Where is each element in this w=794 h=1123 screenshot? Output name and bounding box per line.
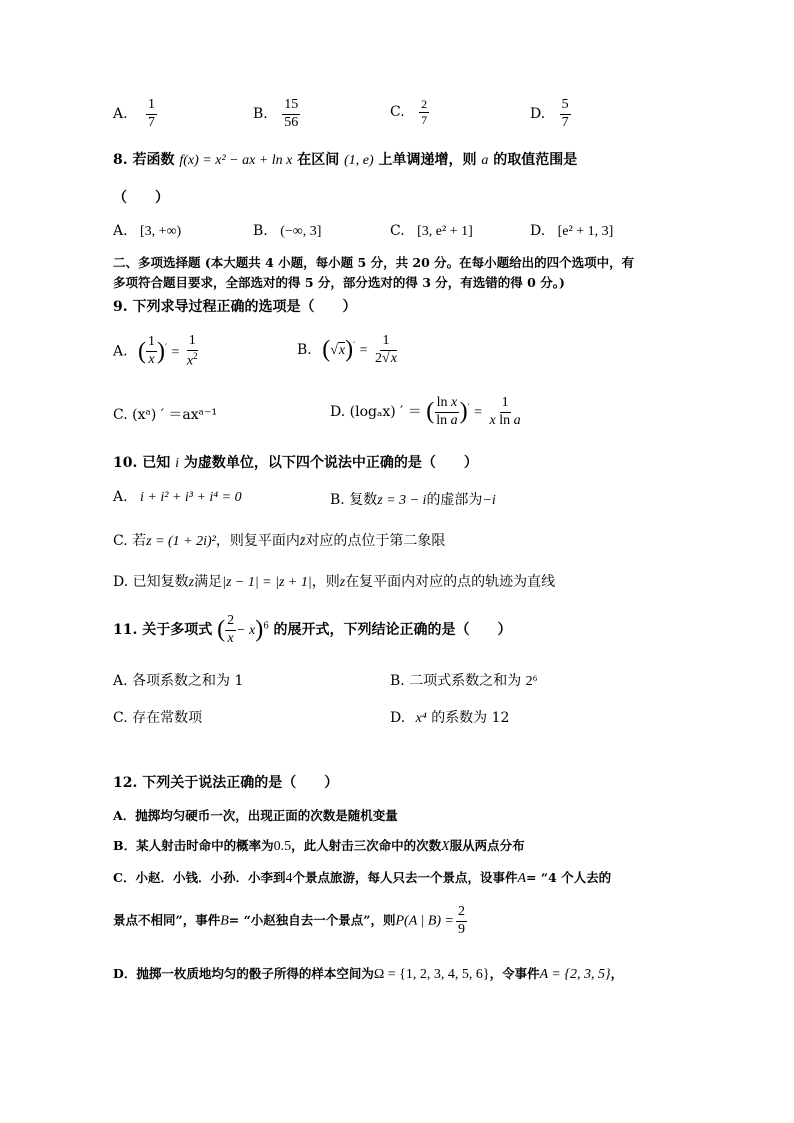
option-text: 的虚部为 xyxy=(426,492,483,508)
fraction xyxy=(456,905,467,937)
section-heading-line-1: 二、多项选择题 (本大题共 4 小题，每小题 5 分，共 20 分。在每小题给出的四个选项中，有 xyxy=(113,255,635,270)
option-d-formula: ( $\frac{\text{ln x}}{\text{ln a}}$ )′ = $\frac{1}{\text{x ln a}}$ xyxy=(426,395,521,428)
option-label: D. (logₐx) ′ ＝ xyxy=(330,404,422,421)
option-value: [e² + 1, 3] xyxy=(557,224,614,239)
q7-option-d xyxy=(530,98,573,130)
q12-option-b xyxy=(113,836,525,855)
option-value: [3, +∞) xyxy=(140,224,182,239)
option-formula: 4 xyxy=(285,871,293,886)
q10-option-b xyxy=(330,489,496,509)
q7-option-c xyxy=(390,98,431,126)
q11-option-c: C. 存在常数项 xyxy=(113,710,203,726)
denominator: 56 xyxy=(284,114,299,130)
term: − x xyxy=(236,623,256,639)
option-text: C．小赵．小钱．小孙．小李到 xyxy=(113,870,286,885)
q9-option-d xyxy=(330,396,525,428)
q12-option-c-line-2 xyxy=(113,905,469,937)
q12-option-d xyxy=(113,964,623,983)
option-text: ，此人射击三次命中的次数 xyxy=(291,838,442,853)
q9-option-b xyxy=(297,334,401,366)
numerator: 1 xyxy=(146,98,157,115)
option-label: D. xyxy=(113,574,129,590)
option-label: A. xyxy=(113,223,128,239)
q8-option-c xyxy=(390,223,473,240)
option-text: 满足 xyxy=(194,574,223,590)
option-text: D．抛掷一枚质地均匀的骰子所得的样本空间为 xyxy=(113,966,374,981)
option-label: A. xyxy=(113,343,128,360)
denominator: 7 xyxy=(561,114,569,130)
polynomial-expression: ( $\frac{2}{x}$ − x)$^6$ xyxy=(217,613,270,646)
q9-stem: 9. 下列求导过程正确的选项是（ ） xyxy=(113,299,357,315)
numerator: 2 xyxy=(421,97,428,111)
option-formula: |z − 1| = |z + 1| xyxy=(222,575,312,590)
stem-text: 若函数 xyxy=(132,152,175,168)
q10-stem xyxy=(113,452,478,472)
option-label: B. xyxy=(253,106,268,123)
option-text: 景点不相同”，事件 xyxy=(113,912,221,928)
stem-text: 的展开式，下列结论正确的是（ ） xyxy=(273,622,512,639)
option-value: (−∞, 3] xyxy=(280,224,322,239)
numerator: 15 xyxy=(282,98,300,115)
option-text: B．某人射击时命中的概率为 xyxy=(113,838,274,853)
stem-text: 10. 已知 xyxy=(113,455,171,471)
option-text: ，令事件 xyxy=(489,966,540,981)
q11-stem xyxy=(113,614,511,646)
q8-option-a xyxy=(113,223,181,240)
option-label: A. xyxy=(113,489,128,505)
option-b-formula: (√x)′ = $\frac{1}{2√x}$ xyxy=(322,333,397,366)
q12-stem: 12. 下列关于说法正确的是（ ） xyxy=(113,775,339,791)
option-text: 复数 xyxy=(349,492,378,508)
option-formula: −i xyxy=(482,493,496,508)
option-text: 在复平面内对应的点的轨迹为直线 xyxy=(345,574,556,590)
numerator: 2 xyxy=(456,905,467,922)
option-label: A. xyxy=(113,106,128,123)
q8-option-d xyxy=(530,223,613,240)
option-value: [3, e² + 1] xyxy=(417,224,473,239)
q10-option-a xyxy=(113,489,242,506)
q9-option-c: C. (xᵃ) ′ ＝axᵃ⁻¹ xyxy=(113,407,218,423)
q12-option-c-line-1 xyxy=(113,868,611,887)
option-label: B. xyxy=(297,342,312,359)
option-text: B. 二项式系数之和为 xyxy=(390,673,522,689)
q8-stem xyxy=(113,149,577,169)
fraction xyxy=(146,98,157,130)
fraction xyxy=(560,98,571,130)
option-text: = “4 个人去的 xyxy=(526,870,612,885)
option-formula: z xyxy=(188,575,195,590)
denominator: x xyxy=(227,630,234,646)
option-text: 服从两点分布 xyxy=(449,838,525,853)
option-formula: P(A | B) = xyxy=(395,913,455,929)
q12-option-a: A．抛掷均匀硬币一次，出现正面的次数是随机变量 xyxy=(113,808,398,823)
option-text: ， xyxy=(610,966,624,981)
denominator: 7 xyxy=(421,112,428,127)
stem-text: 上单调递增，则 xyxy=(378,152,477,168)
q10-option-c xyxy=(113,530,445,550)
stem-text: 的取值范围是 xyxy=(493,152,578,168)
numerator: 2 xyxy=(225,614,236,631)
section-heading-line-2: 多项符合题目要求，全部选对的得 5 分，部分选对的得 3 分，有选错的得 0 分。) xyxy=(113,275,565,290)
q9-option-a xyxy=(113,334,202,369)
option-label: B. xyxy=(253,223,268,239)
option-text: 若 xyxy=(132,533,147,549)
option-text: 对应的点位于第二象限 xyxy=(305,533,446,549)
option-text: ，则复平面内 xyxy=(215,533,300,549)
option-formula: A = {2, 3, 5} xyxy=(539,967,611,982)
variable: a xyxy=(481,153,489,168)
numerator: 5 xyxy=(560,98,571,115)
option-text: 的系数为 12 xyxy=(431,710,510,726)
stem-text: 为虚数单位，以下四个说法中正确的是（ ） xyxy=(183,455,478,471)
option-text: ，则 xyxy=(311,574,340,590)
stem-text: 在区间 xyxy=(297,152,340,168)
option-formula: z = (1 + 2i)² xyxy=(146,534,216,549)
option-formula: X xyxy=(441,839,450,854)
q8-paren: （ ） xyxy=(113,190,169,206)
denominator: 9 xyxy=(458,921,466,937)
stem-text: 11. 关于多项式 xyxy=(113,622,213,639)
option-text: 已知复数 xyxy=(132,574,189,590)
option-label: C. xyxy=(390,223,405,239)
option-formula: 0.5 xyxy=(273,839,292,854)
option-formula: 2⁶ xyxy=(525,674,538,689)
option-label: B. xyxy=(330,492,345,508)
interval-expression: (1, e) xyxy=(344,153,374,168)
option-formula: z xyxy=(339,575,346,590)
q11-option-b xyxy=(390,670,538,690)
option-formula: z̄ xyxy=(299,534,306,549)
fraction xyxy=(282,98,300,130)
question-number: 8. xyxy=(113,152,128,168)
option-label: D. xyxy=(390,710,406,726)
q7-option-b xyxy=(253,98,302,130)
option-formula: i + i² + i³ + i⁴ = 0 xyxy=(140,490,242,505)
option-formula: A xyxy=(517,871,527,886)
variable: i xyxy=(175,456,179,471)
option-formula: x⁴ xyxy=(415,711,427,726)
option-text: = “小赵独自去一个景点”，则 xyxy=(228,912,396,928)
option-text: 个景点旅游，每人只去一个景点，设事件 xyxy=(292,870,518,885)
option-formula: Ω = {1, 2, 3, 4, 5, 6} xyxy=(373,967,490,982)
option-a-formula: ( $\frac{1}{x}$ )′ = $\frac{1}{x^2}$ xyxy=(138,333,198,369)
option-label: C. xyxy=(113,533,128,549)
fraction xyxy=(419,98,429,126)
option-formula: z = 3 − i xyxy=(377,493,427,508)
q11-option-d xyxy=(390,707,509,727)
q7-option-a xyxy=(113,98,159,130)
function-expression: f(x) = x² − ax + ln x xyxy=(179,153,293,168)
option-label: C. xyxy=(390,104,405,121)
option-label: D. xyxy=(530,223,546,239)
option-label: D. xyxy=(530,106,546,123)
denominator: 7 xyxy=(148,114,156,130)
q8-option-b xyxy=(253,223,321,240)
exponent: 6 xyxy=(263,621,270,632)
q10-option-d xyxy=(113,571,555,591)
option-formula: B xyxy=(220,913,229,929)
q11-option-a: A. 各项系数之和为 1 xyxy=(113,673,244,689)
